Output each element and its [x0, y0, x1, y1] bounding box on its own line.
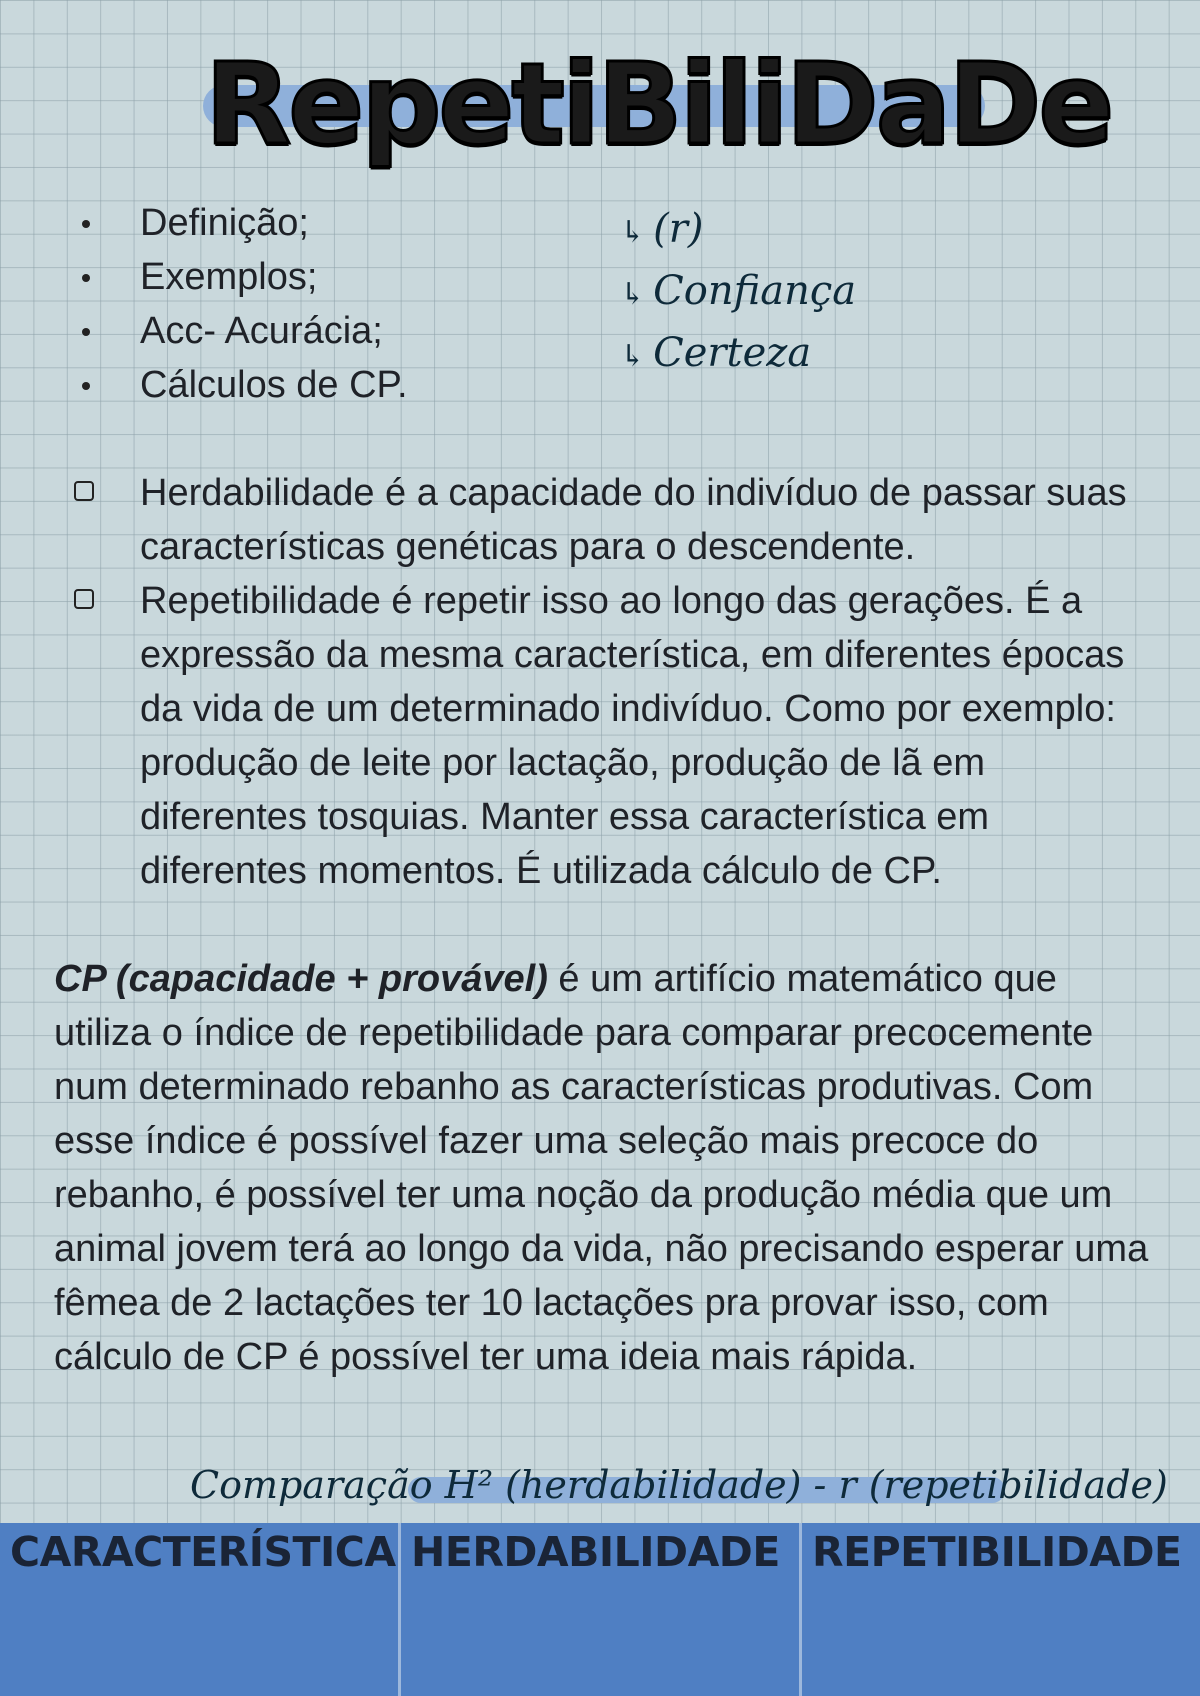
note-text: Certeza — [653, 330, 812, 376]
note-text: Confiança — [653, 268, 857, 314]
arrow-icon: ↳ — [620, 277, 646, 312]
checkbox[interactable] — [74, 589, 94, 609]
checklist — [74, 466, 1154, 898]
list-item: Exemplos; — [76, 250, 408, 304]
note-item — [620, 262, 856, 324]
checklist-text: Herdabilidade é a capacidade do indivíduo de passar suas características genéticas para o descendente. — [140, 472, 1127, 568]
list-item: Acc- Acurácia; — [76, 304, 408, 358]
table-header-herdabilidade: HERDABILIDADE — [401, 1523, 802, 1696]
table-header-caracteristica: CARACTERÍSTICA — [0, 1523, 401, 1696]
comparison-note: Comparação H² (herdabilidade) - r (repetibilidade) — [190, 1463, 1168, 1507]
cp-text: é um artifício matemático que utiliza o índice de repetibilidade para comparar precocemente num determinado rebanho as características produtivas. Com esse índice é possível fazer uma seleção mais precoce do rebanho, é possível ter uma noção da produção média que um animal jovem terá ao longo da vida, não precisando esperar uma fêmea de 2 lactações ter 10 lactações pra provar isso, com cálculo de CP é possível ter uma ideia mais rápida. — [54, 958, 1149, 1378]
note-item — [620, 324, 856, 386]
topic-list — [76, 196, 408, 412]
table-header-repetibilidade: REPETIBILIDADE — [812, 1528, 1182, 1576]
note-text: (r) — [653, 206, 704, 252]
cp-paragraph — [54, 952, 1164, 1384]
comparison-block — [0, 1455, 1200, 1515]
arrow-icon: ↳ — [620, 339, 646, 374]
checklist-item — [74, 574, 1154, 898]
cp-emphasis: CP (capacidade + provável) — [54, 958, 548, 1000]
comparison-table — [0, 1523, 1200, 1696]
checklist-item — [74, 466, 1154, 574]
title-block — [0, 30, 1200, 180]
list-item: Definição; — [76, 196, 408, 250]
checkbox[interactable] — [74, 481, 94, 501]
page-title: RepetiBiliDaDe — [205, 40, 1112, 170]
arrow-icon: ↳ — [620, 215, 646, 250]
list-item: Cálculos de CP. — [76, 358, 408, 412]
handwritten-notes — [620, 200, 856, 386]
checklist-text: Repetibilidade é repetir isso ao longo das gerações. É a expressão da mesma característica, em diferentes épocas da vida de um determinado indivíduo. Como por exemplo: produção de leite por lactação, produção de lã em diferentes tosquias. Manter essa característica em diferentes momentos. É utilizada cálculo de CP. — [140, 580, 1125, 892]
note-item — [620, 200, 856, 262]
